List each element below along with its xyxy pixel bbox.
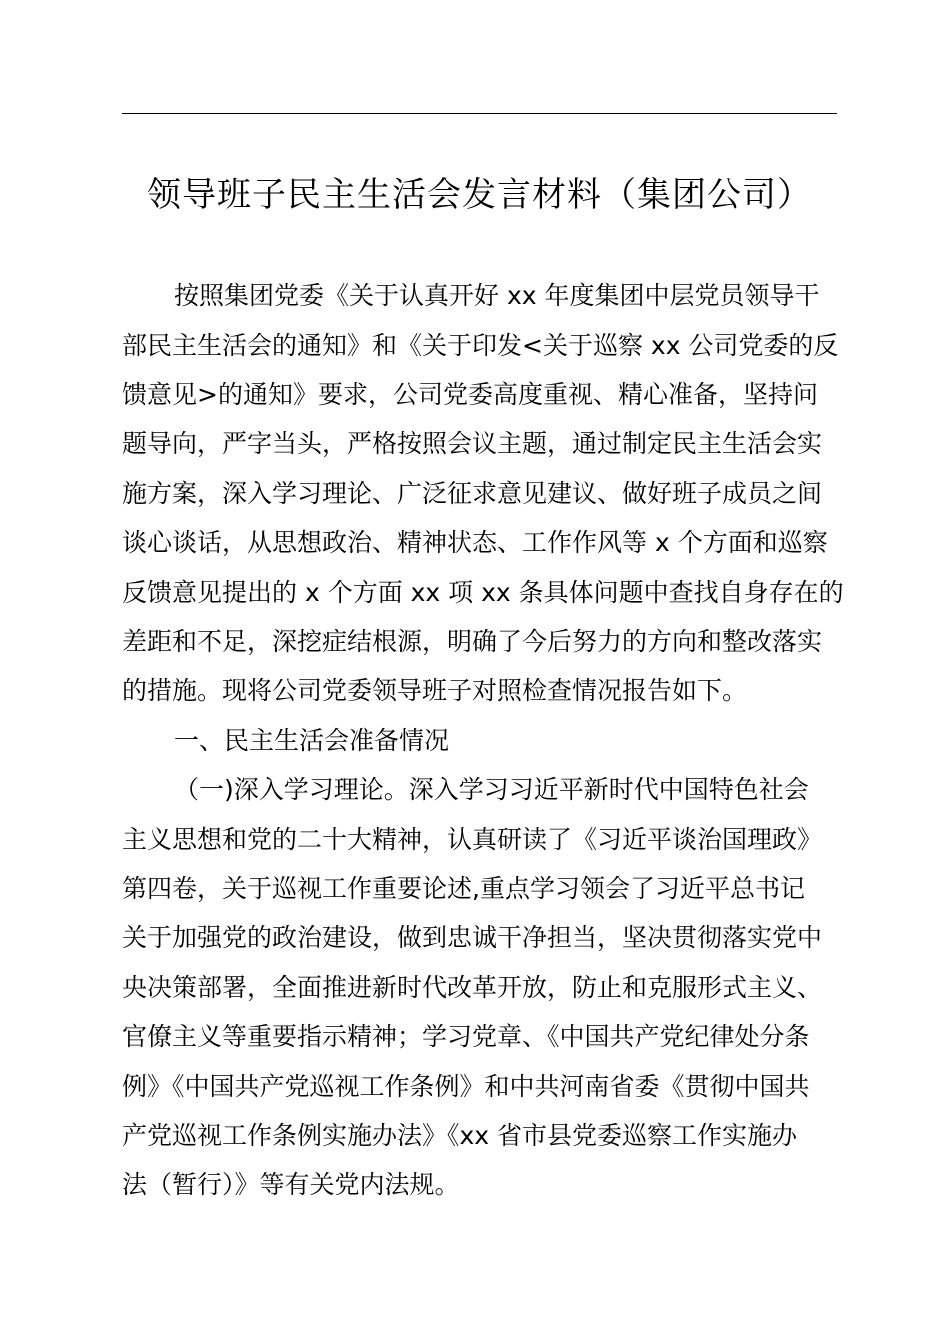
paragraph-2-line: 法（暂行）》等有关党内法规。 xyxy=(122,1170,460,1199)
document-title: 领导班子民主生活会发言材料（集团公司） xyxy=(147,175,812,215)
paragraph-1-line: 馈意见>的通知》要求，公司党委高度重视、精心准备，坚持问 xyxy=(122,380,818,409)
paragraph-1-line: 施方案，深入学习理论、广泛征求意见建议、做好班子成员之间 xyxy=(122,479,823,508)
paragraph-1-line: 反馈意见提出的 x 个方面 xx 项 xx 条具体问题中查找自身存在的 xyxy=(122,578,844,607)
header-rule xyxy=(122,113,837,114)
paragraph-1-line: 差距和不足，深挖症结根源，明确了今后努力的方向和整改落实 xyxy=(122,627,823,656)
paragraph-1-line: 按照集团党委《关于认真开好 xx 年度集团中层党员领导干 xyxy=(174,281,820,310)
paragraph-2-line: 产党巡视工作条例实施办法》《xx 省市县党委巡察工作实施办 xyxy=(122,1121,798,1150)
paragraph-2-line: 主义思想和党的二十大精神，认真研读了《习近平谈治国理政》 xyxy=(122,825,823,854)
paragraph-2-line: 第四卷，关于巡视工作重要论述,重点学习领会了习近平总书记 xyxy=(122,874,805,903)
paragraph-2-line: （一)深入学习理论。深入学习习近平新时代中国特色社会 xyxy=(174,775,809,804)
paragraph-2-line: 央决策部署，全面推进新时代改革开放，防止和克服形式主义、 xyxy=(122,973,823,1002)
paragraph-1-line: 部民主生活会的通知》和《关于印发<关于巡察 xx 公司党委的反 xyxy=(122,331,839,360)
paragraph-2-line: 官僚主义等重要指示精神；学习党章、《中国共产党纪律处分条 xyxy=(122,1022,810,1051)
paragraph-1-line: 的措施。现将公司党委领导班子对照检查情况报告如下。 xyxy=(122,676,748,705)
section-heading: 一、民主生活会准备情况 xyxy=(174,726,450,755)
paragraph-2-line: 关于加强党的政治建设，做到忠诚干净担当，坚决贯彻落实党中 xyxy=(122,923,823,952)
paragraph-1-line: 谈心谈话，从思想政治、精神状态、工作作风等 x 个方面和巡察 xyxy=(122,528,828,557)
paragraph-1-line: 题导向，严字当头，严格按照会议主题，通过制定民主生活会实 xyxy=(122,429,823,458)
paragraph-2-line: 例》《中国共产党巡视工作条例》和中共河南省委《贯彻中国共 xyxy=(122,1072,810,1101)
